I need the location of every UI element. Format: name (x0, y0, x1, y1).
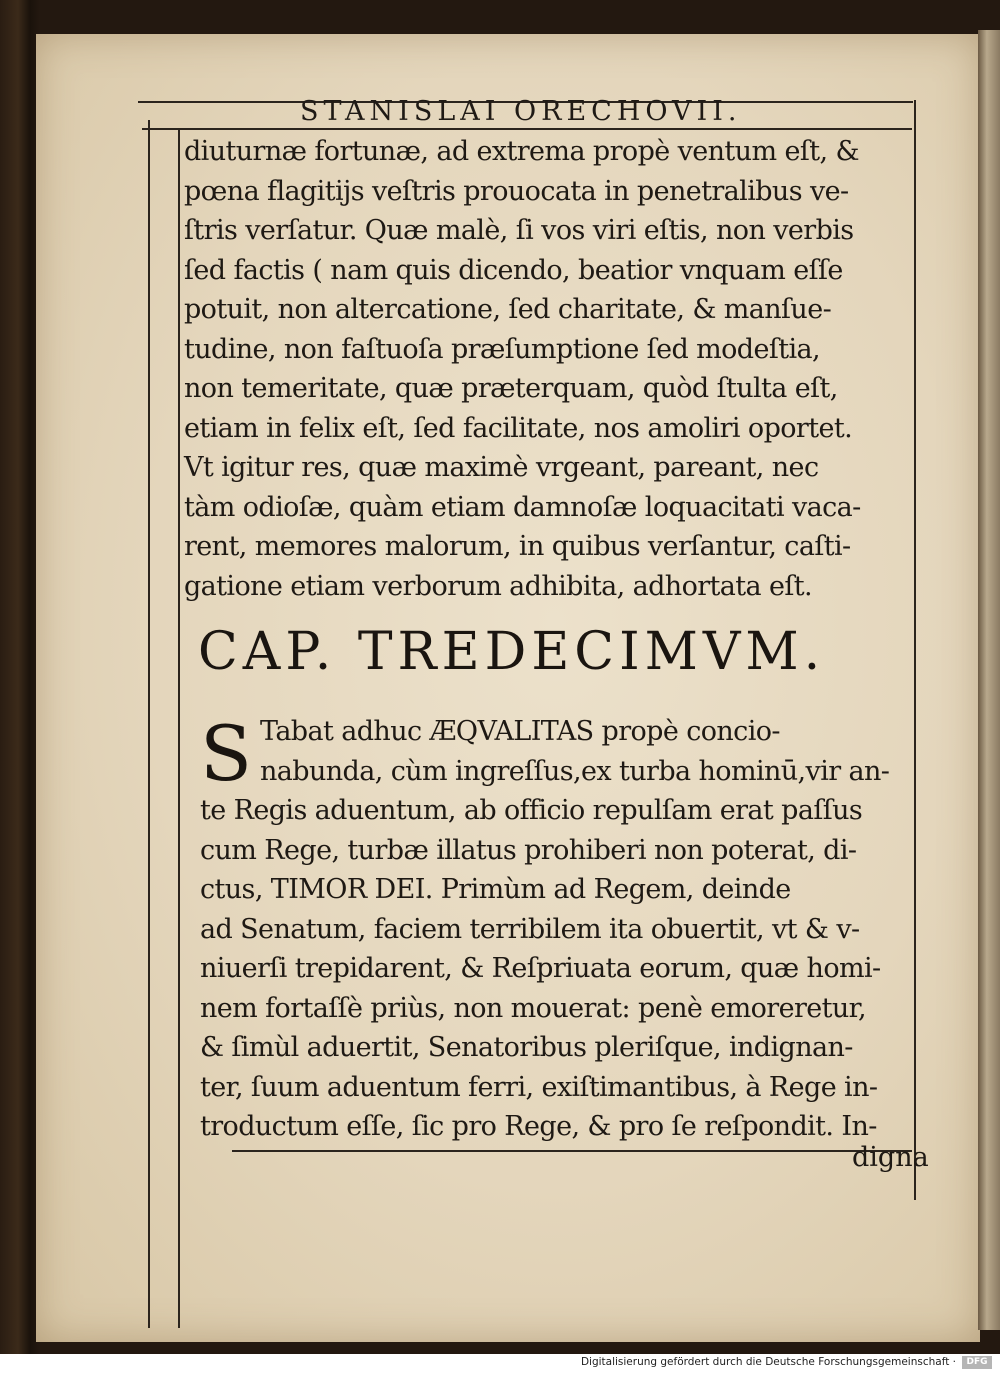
page-fore-edge (978, 30, 1000, 1330)
text-line: cum Rege, turbæ illatus prohiberi non poterat, di- (200, 834, 857, 866)
text-line: diuturnæ fortunæ, ad extrema propè ventum eſt, & (184, 136, 859, 167)
frame-rule-left-outer (148, 120, 150, 1328)
drop-cap: S (200, 709, 253, 798)
frame-rule-left-inner (178, 130, 180, 1328)
text-line: gatione etiam verborum adhibita, adhortata eſt. (184, 570, 813, 602)
text-line: & ſimùl aduertit, Senatoribus pleriſque, indignan- (200, 1032, 853, 1063)
text-line: tudine, non faſtuoſa præſumptione ſed modeſtia, (184, 333, 821, 365)
text-line: ſed factis ( nam quis dicendo, beatior vnquam eſſe (184, 254, 843, 286)
text-line: Tabat adhuc ÆQVALITAS propè concio- (260, 716, 780, 747)
catchword: digna (852, 1142, 929, 1173)
text-line: nem fortaſſè priùs, non mouerat: penè emoreretur, (200, 992, 866, 1024)
chapter-title: CAP. TREDECIMVM. (198, 622, 826, 682)
text-line: troductum eſſe, ſic pro Rege, & pro ſe reſpondit. In- (200, 1111, 877, 1142)
text-line: ter, ſuum aduentum ferri, exiſtimantibus, à Rege in- (200, 1071, 878, 1103)
text-line: nabunda, cùm ingreſſus,ex turba hominū,vir an- (260, 755, 890, 787)
text-line: rent, memores malorum, in quibus verſantur, caſti- (184, 531, 851, 562)
funding-credit: Digitalisierung gefördert durch die Deutsche Forschungsgemeinschaft · (580, 1356, 956, 1368)
text-line: non temeritate, quæ præterquam, quòd ſtulta eſt, (184, 373, 838, 404)
paragraph-2 (200, 709, 912, 1147)
text-line: ctus, TIMOR DEI. Primùm ad Regem, deinde (200, 874, 791, 905)
text-line: pœna flagitijs veſtris prouocata in penetralibus ve- (184, 175, 849, 207)
text-line: te Regis aduentum, ab officio repulſam erat paſſus (200, 795, 863, 826)
text-line: niuerſi trepidarent, & Reſpriuata eorum, quæ homi- (200, 953, 881, 984)
bottom-rule (232, 1150, 912, 1152)
text-line: etiam in felix eſt, ſed facilitate, nos amoliri oportet. (184, 412, 853, 444)
paragraph-1 (184, 132, 912, 606)
header-rule (142, 128, 912, 130)
dfg-logo: DFG (962, 1356, 992, 1369)
text-line: ſtris verſatur. Quæ malè, ſi vos viri eſtis, non verbis (184, 215, 854, 246)
running-head: STANISLAI ORECHOVII. (300, 96, 742, 127)
text-line: Vt igitur res, quæ maximè vrgeant, pareant, nec (184, 452, 819, 483)
text-line: potuit, non altercatione, ſed charitate, & manſue- (184, 294, 832, 325)
text-line: ad Senatum, faciem terribilem ita obuertit, vt & v- (200, 913, 860, 945)
text-line: tàm odioſæ, quàm etiam damnoſæ loquacitati vaca- (184, 491, 861, 523)
